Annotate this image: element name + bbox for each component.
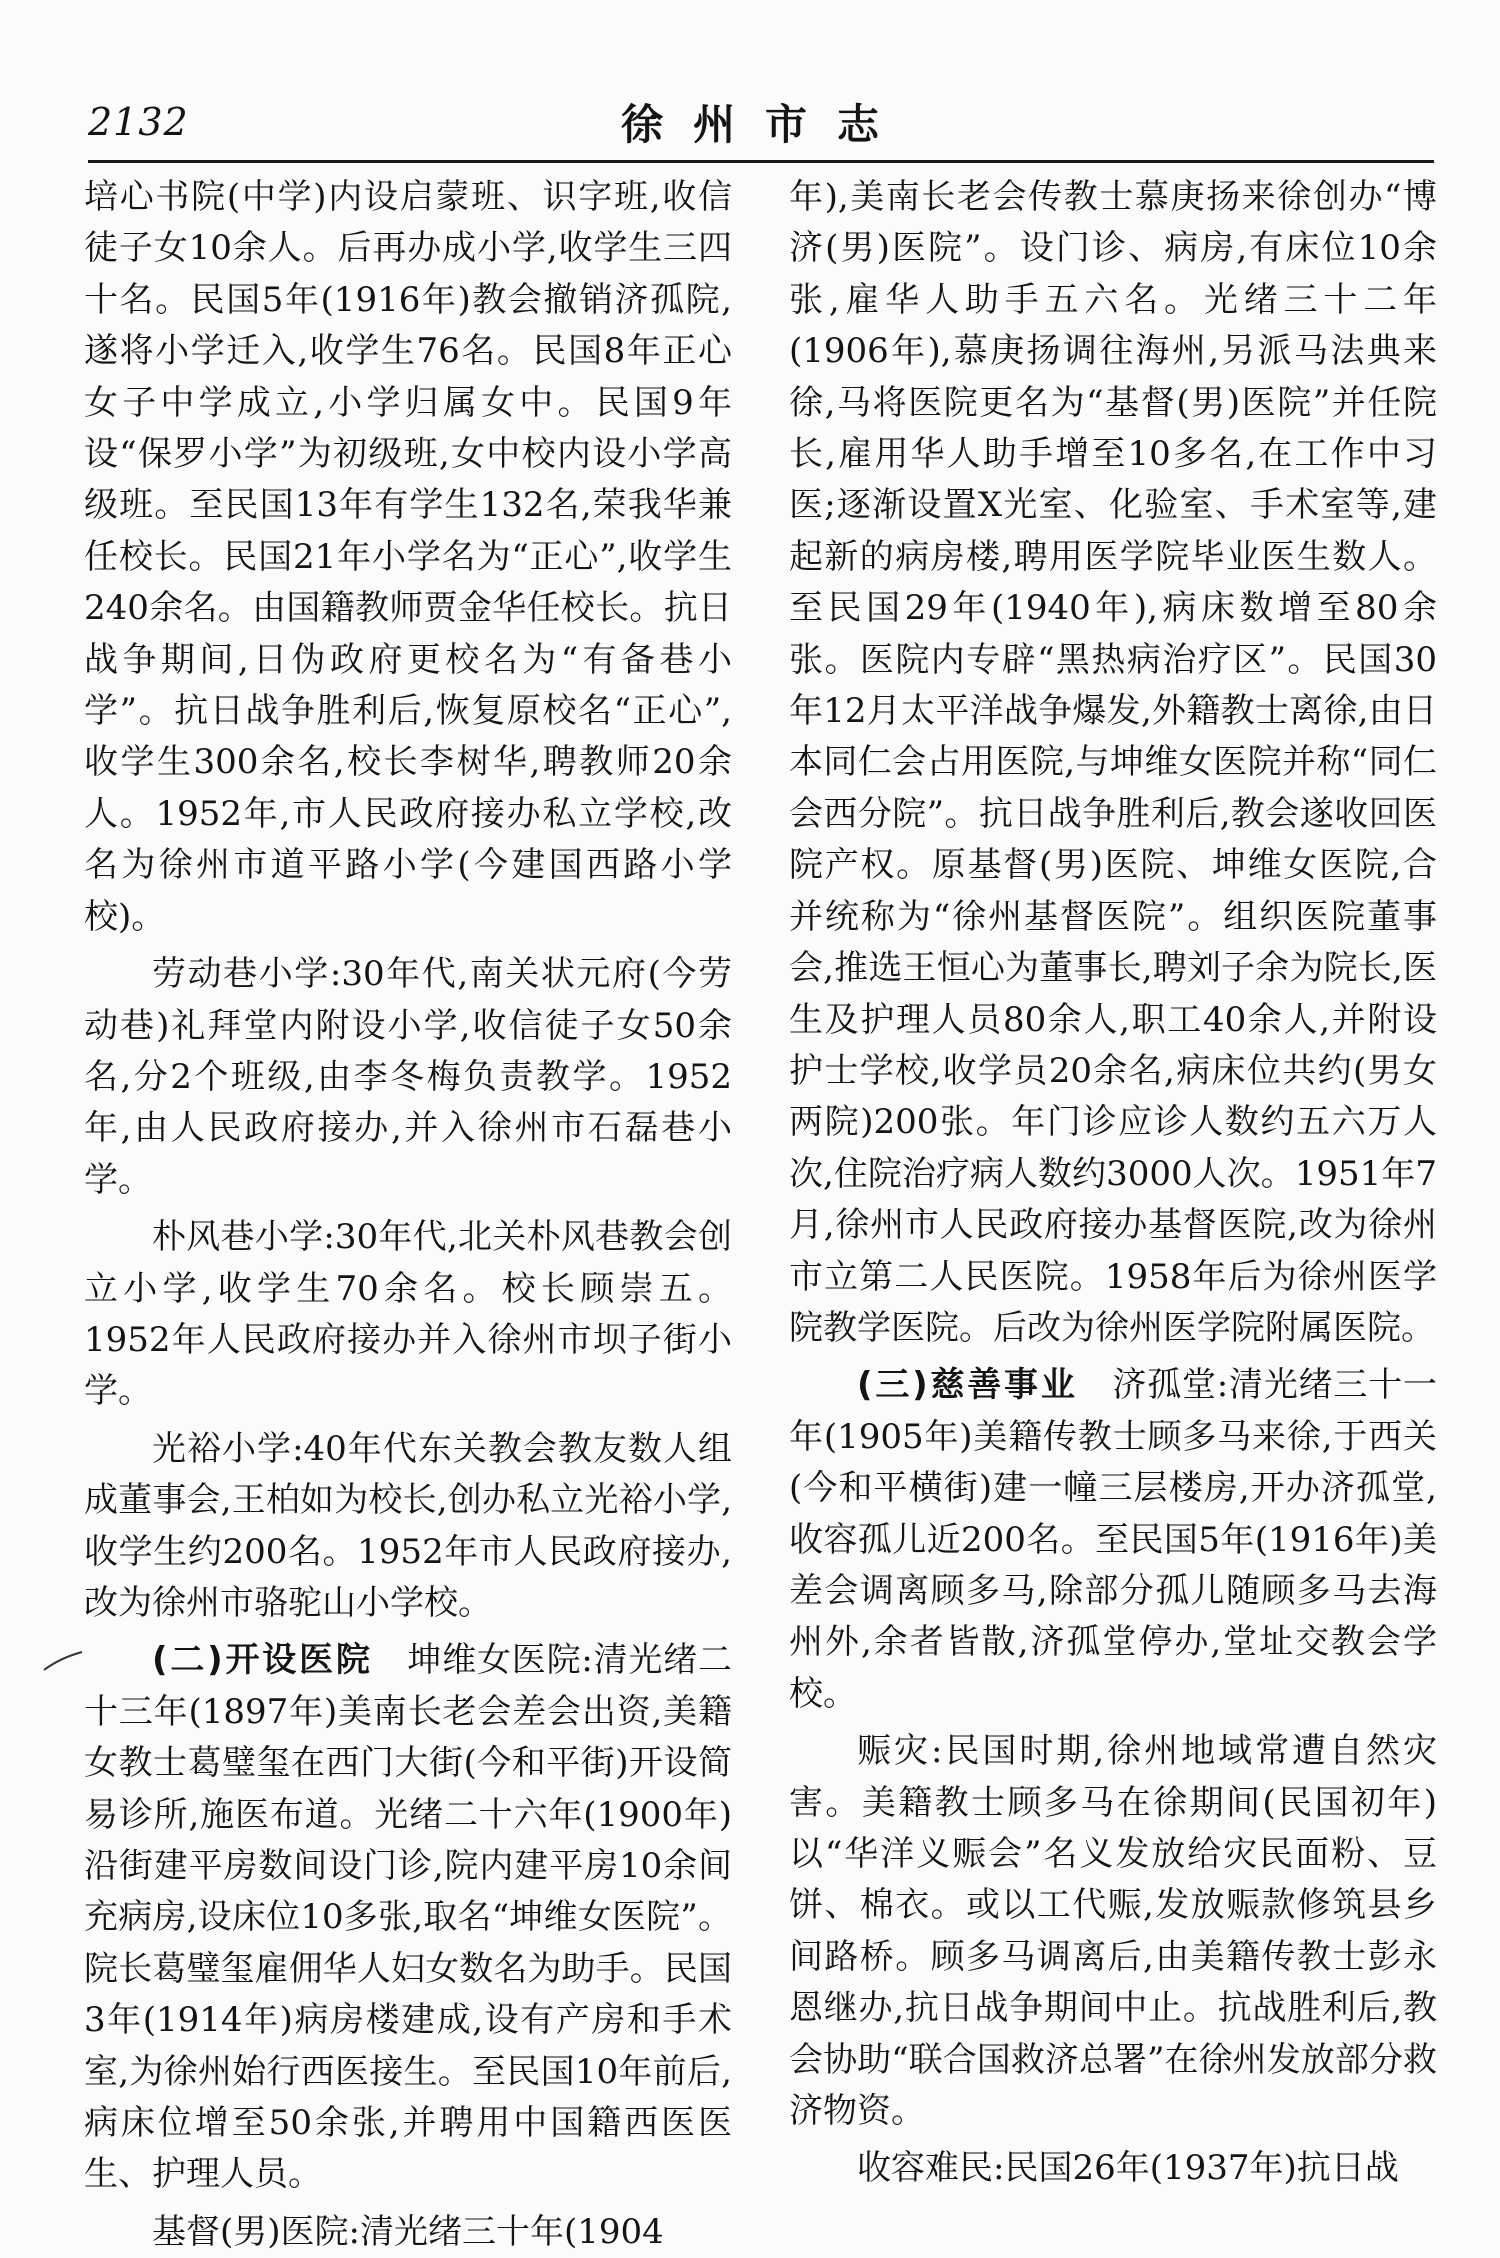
section-heading-hospitals: (二)开设医院	[152, 1640, 373, 1681]
page-number: 2132	[88, 100, 189, 144]
paragraph-zhengxin-school: 培心书院(中学)内设启蒙班、识字班,收信徒子女10余人。后再办成小学,收学生三四十名。民国5年(1916年)教会撤销济孤院,遂将小学迁入,收学生76名。民国8年正心女子中学成立,小学归属女中。民国9年设“保罗小学”为初级班,女中校内设小学高级班。至民国13年有学生132名,荣我华兼任校长。民国21年小学名为“正心”,收学生240余名。由国籍教师贾金华任校长。抗日战争期间,日伪政府更校名为“有备巷小学”。抗日战争胜利后,恢复原校名“正心”,收学生300余名,校长李树华,聘教师20余人。1952年,市人民政府接办私立学校,改名为徐州市道平路小学(今建国西路小学校)。	[84, 177, 732, 937]
paragraph-disaster-relief: 赈灾:民国时期,徐州地域常遭自然灾害。美籍教士顾多马在徐期间(民国初年)以“华洋义赈会”名义发放给灾民面粉、豆饼、棉衣。或以工代赈,发放赈款修筑县乡间路桥。顾多马调离后,由美籍传教士彭永恩继办,抗日战争期间中止。抗战胜利后,教会协助“联合国救济总署”在徐州发放部分救济物资。	[789, 1731, 1437, 2132]
orphanage-text: 济孤堂:清光绪三十一年(1905年)美籍传教士顾多马来徐,于西关(今和平横街)建一幢三层楼房,开办济孤堂,收容孤儿近200名。至民国5年(1916年)美差会调离顾多马,除部分孤儿随顾多马去海州外,余者皆散,济孤堂停办,堂址交教会学校。	[789, 1365, 1437, 1714]
page-title: 徐州市志	[620, 100, 909, 149]
section-heading-charity: (三)慈善事业	[857, 1365, 1078, 1406]
kunwei-hospital-text: 坤维女医院:清光绪二十三年(1897年)美南长老会差会出资,美籍女教士葛璧玺在西门大街(今和平街)开设简易诊所,施医布道。光绪二十六年(1900年)沿街建平房数间设门诊,院内建平房10余间充病房,设床位10多张,取名“坤维女医院”。院长葛璧玺雇佣华人妇女数名为助手。民国3年(1914年)病房楼建成,设有产房和手术室,为徐州始行西医接生。至民国10年前后,病床位增至50余张,并聘用中国籍西医医生、护理人员。	[84, 1640, 732, 2195]
right-column	[789, 172, 1437, 2195]
left-column	[84, 172, 732, 2258]
paragraph-pufengxiang-school: 朴风巷小学:30年代,北关朴风巷教会创立小学,收学生70余名。校长顾崇五。1952年人民政府接办并入徐州市坝子街小学。	[84, 1217, 732, 1412]
pen-mark-decoration	[42, 1648, 92, 1672]
paragraph-laodongxiang-school: 劳动巷小学:30年代,南关状元府(今劳动巷)礼拜堂内附设小学,收信徒子女50余名,分2个班级,由李冬梅负责教学。1952年,由人民政府接办,并入徐州市石磊巷小学。	[84, 954, 732, 1200]
paragraph-kunwei-hospital	[84, 1635, 732, 2200]
paragraph-guangyu-school: 光裕小学:40年代东关教会教友数人组成董事会,王柏如为校长,创办私立光裕小学,收学生约200名。1952年市人民政府接办,改为徐州市骆驼山小学校。	[84, 1428, 732, 1623]
paragraph-jidu-hospital-start: 基督(男)医院:清光绪三十年(1904	[152, 2211, 664, 2252]
header-rule	[88, 160, 1434, 163]
paragraph-refugees: 收容难民:民国26年(1937年)抗日战	[857, 2148, 1399, 2189]
paragraph-orphanage	[789, 1360, 1437, 1720]
paragraph-jidu-hospital: 年),美南长老会传教士慕庚扬来徐创办“博济(男)医院”。设门诊、病房,有床位10余张,雇华人助手五六名。光绪三十二年(1906年),慕庚扬调往海州,另派马法典来徐,马将医院更名为“基督(男)医院”并任院长,雇用华人助手增至10多名,在工作中习医;逐渐设置X光室、化验室、手术室等,建起新的病房楼,聘用医学院毕业医生数人。至民国29年(1940年),病床数增至80余张。医院内专辟“黑热病治疗区”。民国30年12月太平洋战争爆发,外籍教士离徐,由日本同仁会占用医院,与坤维女医院并称“同仁会西分院”。抗日战争胜利后,教会遂收回医院产权。原基督(男)医院、坤维女医院,合并统称为“徐州基督医院”。组织医院董事会,推选王恒心为董事长,聘刘子余为院长,医生及护理人员80余人,职工40余人,并附设护士学校,收学员20余名,病床位共约(男女两院)200张。年门诊应诊人数约五六万人次,住院治疗病人数约3000人次。1951年7月,徐州市人民政府接办基督医院,改为徐州市立第二人民医院。1958年后为徐州医学院教学医院。后改为徐州医学院附属医院。	[789, 177, 1437, 1348]
